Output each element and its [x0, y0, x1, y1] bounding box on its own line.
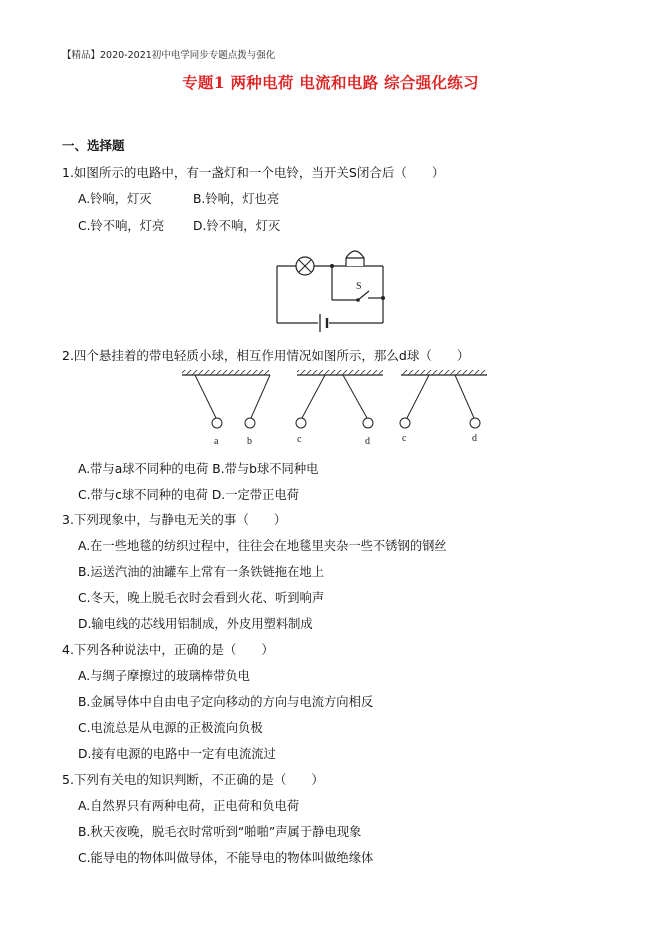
ball-label: d — [472, 433, 477, 444]
q1-option-d: D.铃不响，灯灭 — [193, 219, 281, 233]
q2-option-cd: C.带与c球不同种的电荷 D.一定带正电荷 — [78, 488, 299, 502]
ball-c — [296, 418, 306, 428]
q1-option-c: C.铃不响，灯亮 — [78, 219, 165, 233]
ball-d — [363, 418, 373, 428]
q1-option-a: A.铃响，灯灭 — [78, 192, 152, 206]
ball-d — [470, 418, 480, 428]
question-2-stem: 2.四个悬挂着的带电轻质小球，相互作用情况如图所示，那么d球（ ） — [62, 348, 470, 363]
ball-label: c — [297, 434, 302, 445]
charged-balls-diagram — [175, 368, 505, 450]
ball-label: a — [214, 436, 219, 447]
switch-label: S — [356, 281, 362, 292]
q4-option-c: C.电流总是从电源的正极流向负极 — [78, 721, 263, 735]
q3-option-b: B.运送汽油的油罐车上常有一条铁链拖在地上 — [78, 565, 324, 579]
lamp-icon — [296, 257, 314, 275]
question-3-stem: 3.下列现象中，与静电无关的事（ ） — [62, 512, 287, 527]
q5-option-a: A.自然界只有两种电荷，正电荷和负电荷 — [78, 799, 300, 813]
document-header: 【精品】2020-2021初中电学同步专题点拨与强化 — [62, 50, 276, 61]
ball-b — [245, 418, 255, 428]
section-heading: 一、选择题 — [62, 138, 125, 153]
ceiling-support — [297, 370, 383, 375]
q1-option-b: B.铃响，灯也亮 — [193, 192, 280, 206]
question-1-stem: 1.如图所示的电路中，有一盏灯和一个电铃，当开关S闭合后（ ） — [62, 165, 445, 180]
ball-label: c — [402, 433, 407, 444]
ball-label: d — [365, 436, 370, 447]
ceiling-support — [182, 370, 270, 375]
ball-label: b — [247, 436, 252, 447]
page-title: 专题1 两种电荷 电流和电路 综合强化练习 — [182, 73, 479, 92]
circuit-diagram — [270, 242, 395, 334]
q4-option-a: A.与绸子摩擦过的玻璃棒带负电 — [78, 669, 250, 683]
ball-a — [212, 418, 222, 428]
ceiling-support — [401, 370, 487, 375]
q5-option-c: C.能导电的物体叫做导体，不能导电的物体叫做绝缘体 — [78, 851, 374, 865]
q3-option-a: A.在一些地毯的纺织过程中，往往会在地毯里夹杂一些不锈钢的钢丝 — [78, 539, 447, 553]
battery-icon — [320, 314, 327, 332]
question-4-stem: 4.下列各种说法中，正确的是（ ） — [62, 642, 274, 657]
q5-option-b: B.秋天夜晚，脱毛衣时常听到“啪啪”声属于静电现象 — [78, 825, 362, 839]
q3-option-c: C.冬天，晚上脱毛衣时会看到火花、听到响声 — [78, 591, 325, 605]
q4-option-b: B.金属导体中自由电子定向移动的方向与电流方向相反 — [78, 695, 374, 709]
question-5-stem: 5.下列有关电的知识判断，不正确的是（ ） — [62, 772, 324, 787]
junction-dot — [381, 296, 385, 300]
ball-c — [400, 418, 410, 428]
switch-pivot — [356, 298, 360, 302]
q4-option-d: D.接有电源的电路中一定有电流流过 — [78, 747, 276, 761]
bell-icon — [346, 251, 364, 266]
q2-option-ab: A.带与a球不同种的电荷 B.带与b球不同种电 — [78, 462, 319, 476]
junction-dot — [330, 264, 334, 268]
q3-option-d: D.输电线的芯线用铝制成，外皮用塑料制成 — [78, 617, 313, 631]
